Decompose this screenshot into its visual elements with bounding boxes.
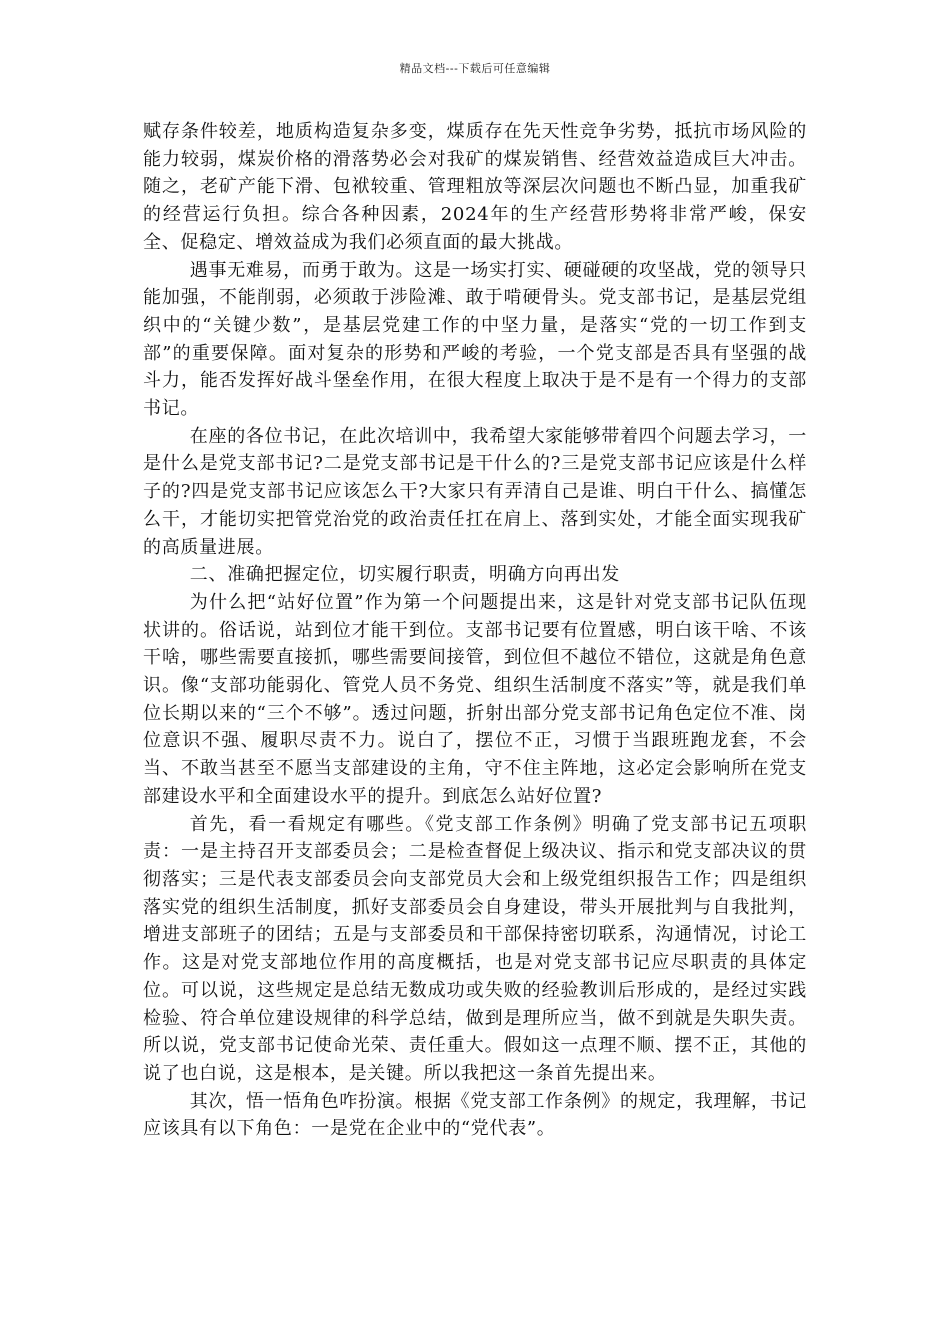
- page-header: 精品文档---下载后可任意编辑: [399, 62, 551, 75]
- section-heading: 二、准确把握定位，切实履行职责，明确方向再出发: [189, 564, 620, 586]
- document-body: [143, 118, 807, 1143]
- paragraph-2: 遇事无难易，而勇于敢为。这是一场实打实、硬碰硬的攻坚战，党的领导只能加强，不能削弱，必须敢于涉险滩、敢于啃硬骨头。党支部书记，是基层党组织中的“关键少数”，是基层党建工作的中坚力量，是落实“党的一切工作到支部”的重要保障。面对复杂的形势和严峻的考验，一个党支部是否具有坚强的战斗力，能否发挥好战斗堡垒作用，在很大程度上取决于是不是有一个得力的支部书记。: [143, 259, 807, 420]
- paragraph-4: 为什么把“站好位置”作为第一个问题提出来，这是针对党支部书记队伍现状讲的。俗话说，站到位才能干到位。支部书记要有位置感，明白该干啥、不该干啥，哪些需要直接抓，哪些需要间接管，到位但不越位不错位，这就是角色意识。像“支部功能弱化、管党人员不务党、组织生活制度不落实”等，就是我们单位长期以来的“三个不够”。透过问题，折射出部分党支部书记角色定位不准、岗位意识不强、履职尽责不力。说白了，摆位不正，习惯于当跟班跑龙套，不会当、不敢当甚至不愿当支部建设的主角，守不住主阵地，这必定会影响所在党支部建设水平和全面建设水平的提升。到底怎么站好位置?: [143, 591, 807, 807]
- paragraph-1: 赋存条件较差，地质构造复杂多变，煤质存在先天性竞争劣势，抵抗市场风险的能力较弱，煤炭价格的滑落势必会对我矿的煤炭销售、经营效益造成巨大冲击。随之，老矿产能下滑、包袱较重、管理粗放等深层次问题也不断凸显，加重我矿的经营运行负担。综合各种因素，2024年的生产经营形势将非常严峻，保安全、促稳定、增效益成为我们必须直面的最大挑战。: [143, 121, 807, 253]
- paragraph-5: 首先，看一看规定有哪些。《党支部工作条例》明确了党支部书记五项职责：一是主持召开支部委员会；二是检查督促上级决议、指示和党支部决议的贯彻落实；三是代表支部委员会向支部党员大会和上级党组织报告工作；四是组织落实党的组织生活制度，抓好支部委员会自身建设，带头开展批判与自我批判，增进支部班子的团结；五是与支部委员和干部保持密切联系，沟通情况，讨论工作。这是对党支部地位作用的高度概括，也是对党支部书记应尽职责的具体定位。可以说，这些规定是总结无数成功或失败的经验教训后形成的，是经过实践检验、符合单位建设规律的科学总结，做到是理所应当，做不到就是失职失责。所以说，党支部书记使命光荣、责任重大。假如这一点理不顺、摆不正，其他的说了也白说，这是根本，是关键。所以我把这一条首先提出来。: [143, 813, 807, 1084]
- paragraph-3: 在座的各位书记，在此次培训中，我希望大家能够带着四个问题去学习，一是什么是党支部书记?二是党支部书记是干什么的?三是党支部书记应该是什么样子的?四是党支部书记应该怎么干?大家只有弄清自己是谁、明白干什么、搞懂怎么干，才能切实把管党治党的政治责任扛在肩上、落到实处，才能全面实现我矿的高质量进展。: [143, 425, 807, 558]
- paragraph-6: 其次，悟一悟角色咋扮演。根据《党支部工作条例》的规定，我理解，书记应该具有以下角色：一是党在企业中的“党代表”。: [143, 1090, 807, 1140]
